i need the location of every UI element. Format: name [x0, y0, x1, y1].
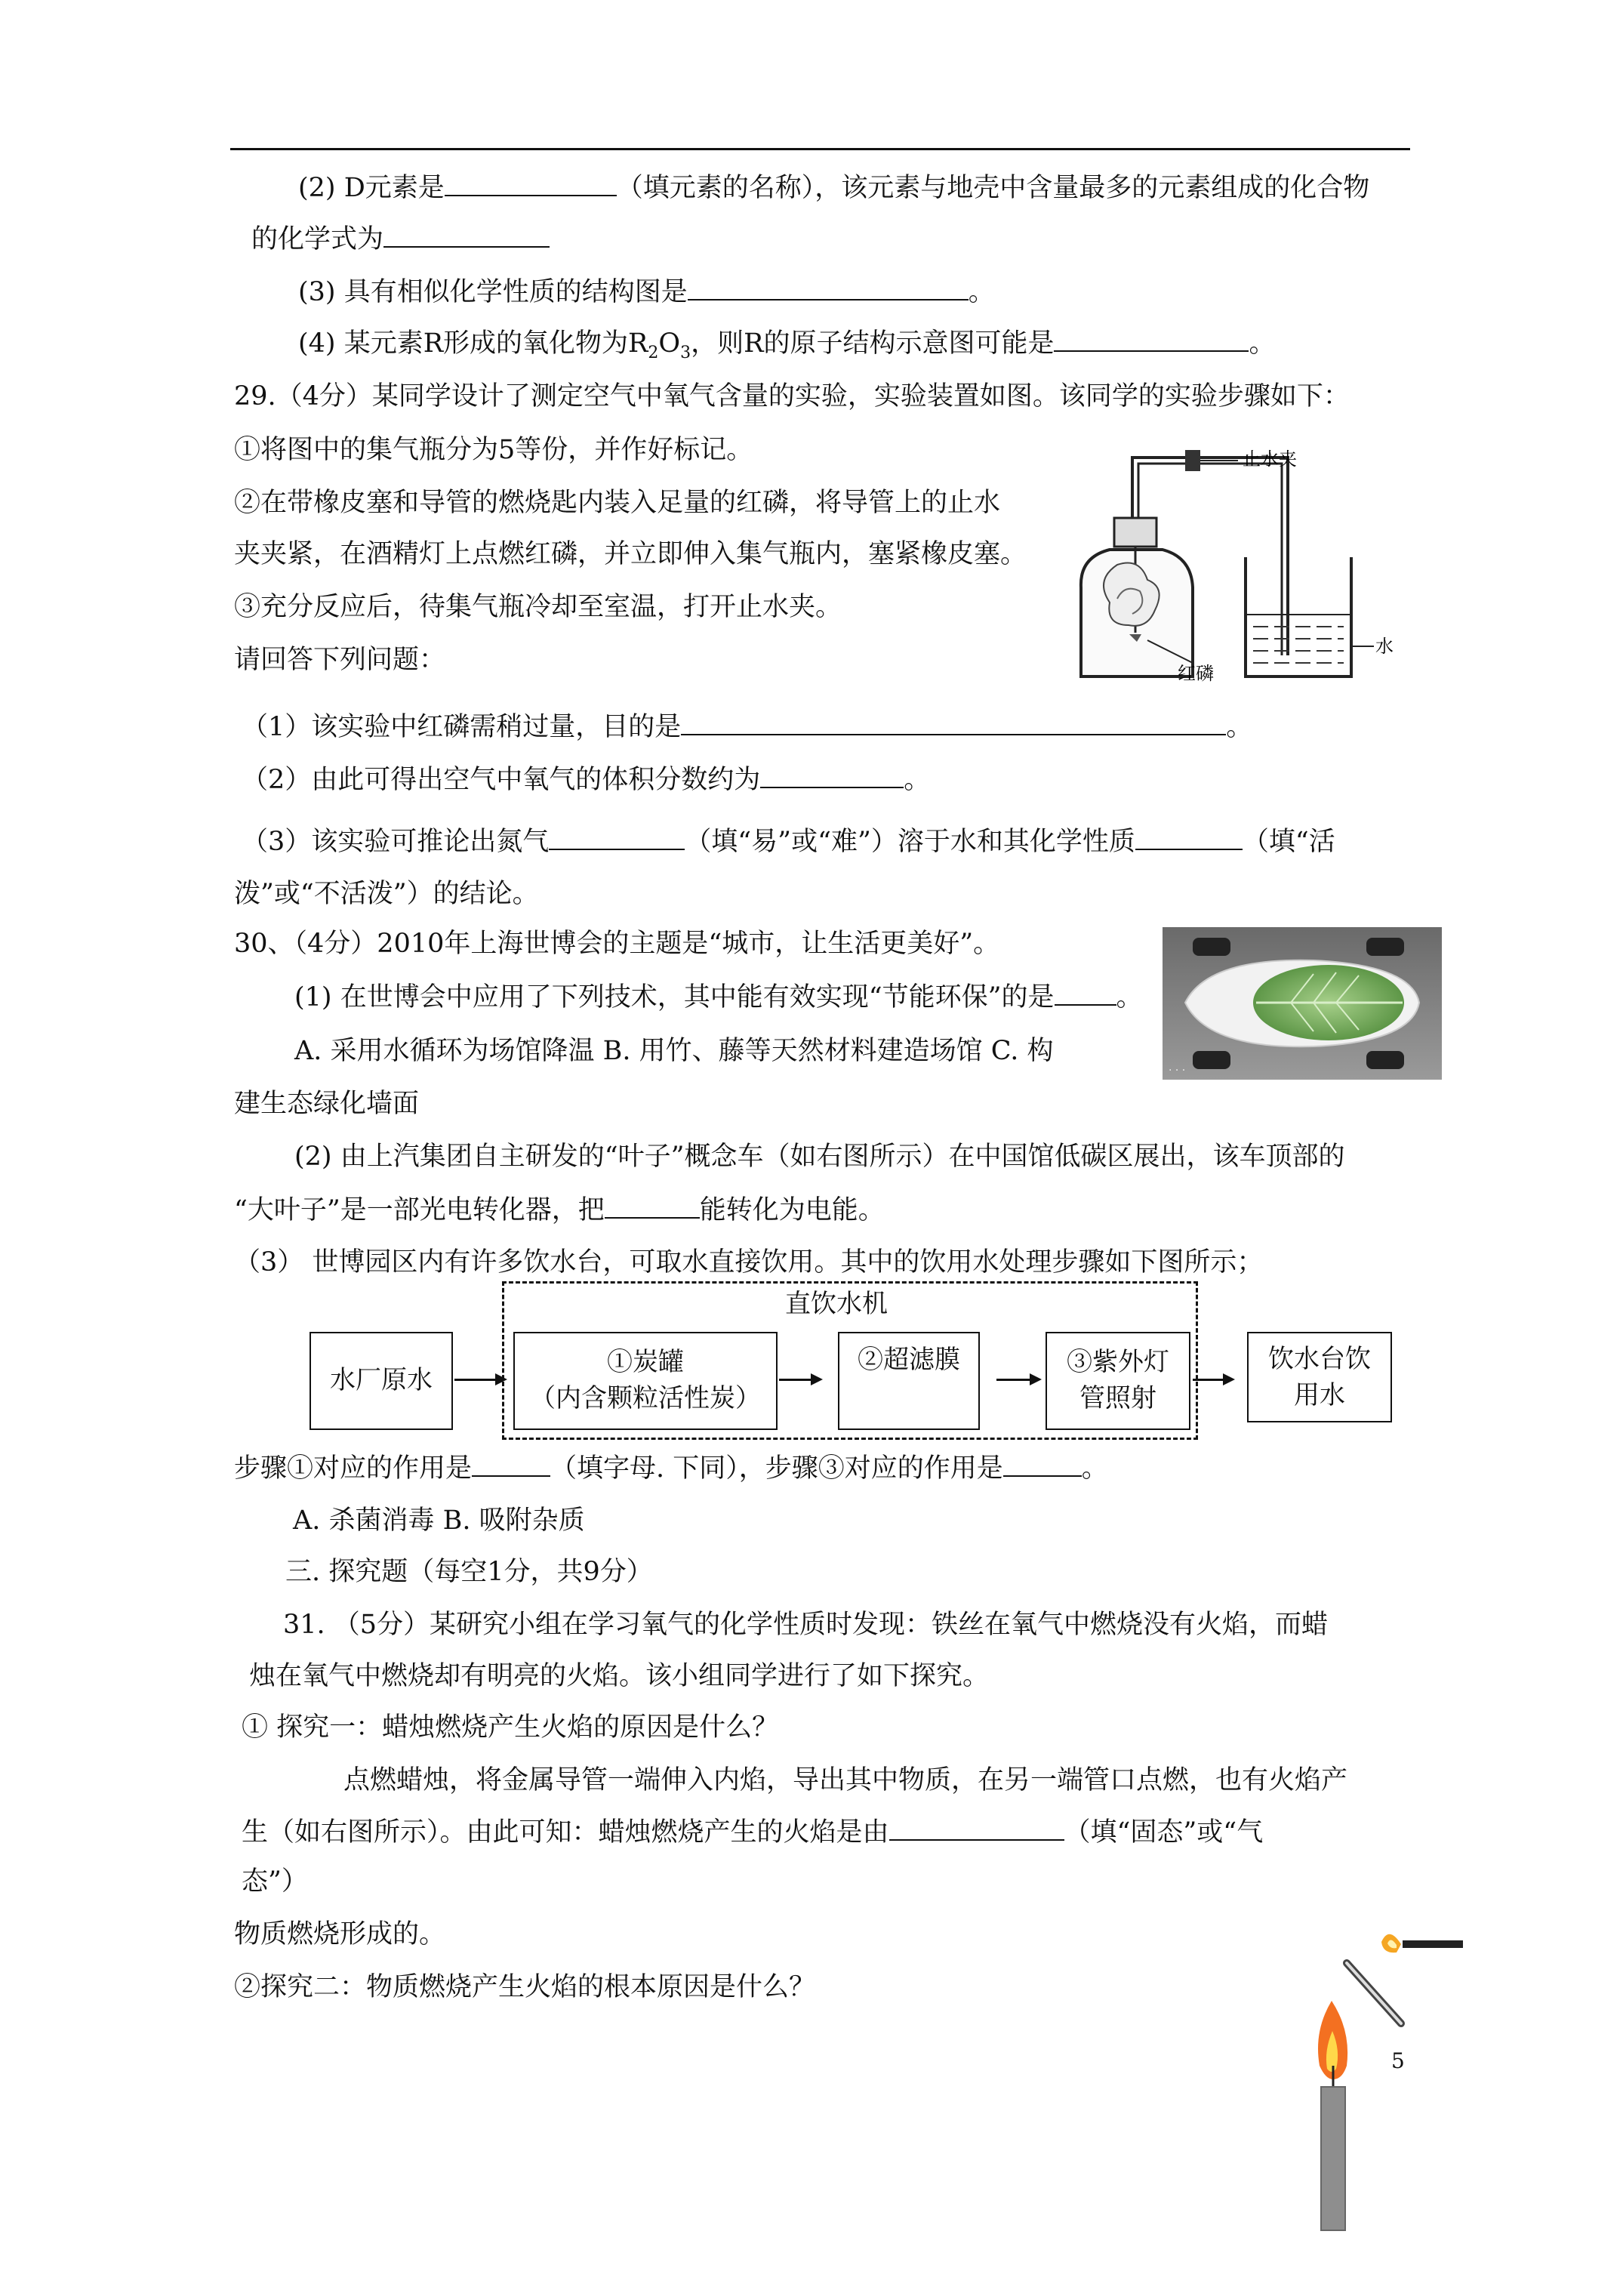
q30-intro: 30、（4分）2010年上海世博会的主题是“城市，让生活更美好”。 [234, 929, 1000, 959]
flow-box-label: ③紫外灯 [1067, 1347, 1169, 1377]
flow-box-label: 管照射 [1079, 1383, 1156, 1413]
answer-blank[interactable] [1054, 326, 1249, 352]
flow-box-label: ②超滤膜 [858, 1345, 960, 1375]
answer-blank[interactable] [1055, 980, 1116, 1006]
flow-group-label: 直饮水机 [785, 1289, 888, 1319]
q30-part2-text-b: 能转化为电能。 [699, 1195, 885, 1225]
answer-blank[interactable] [445, 171, 617, 196]
q29-a2-text: （2）由此可得出空气中氧气的体积分数约为 [242, 765, 761, 795]
q29-a1-text: （1）该实验中红磷需稍过量，目的是 [242, 712, 682, 742]
q29-step1: ①将图中的集气瓶分为5等份，并作好标记。 [234, 435, 753, 465]
q30-part1-end: 。 [1116, 982, 1143, 1012]
q28-part2-line1 [298, 171, 1369, 205]
answer-blank[interactable] [472, 1451, 550, 1477]
q29-answer2 [242, 763, 930, 797]
flow-box-label: 饮水台饮 [1268, 1344, 1371, 1374]
leaf-concept-car-image [1163, 927, 1442, 1080]
q28-part2-text: (2) D元素是 [298, 173, 445, 203]
q28-part2-line2 [251, 222, 550, 256]
q28-part4 [298, 326, 1276, 370]
figure-label-clamp: 止水夹 [1243, 448, 1297, 470]
page-number: 5 [1391, 2048, 1405, 2073]
q29-answer3-line1 [242, 824, 1335, 858]
answer-blank[interactable] [383, 222, 550, 248]
flow-arrow [1193, 1379, 1232, 1381]
flow-box-label: 水厂原水 [330, 1365, 433, 1395]
q30-options-line1: A. 采用水循环为场馆降温 B. 用竹、藤等天然材料建造场馆 C. 构 [294, 1036, 1054, 1066]
answer-blank[interactable] [681, 710, 1226, 735]
flow-box-label: ①炭罐 [607, 1347, 684, 1377]
q29-a1-end: 。 [1226, 712, 1253, 742]
q29-a2-end: 。 [904, 765, 931, 795]
q31-explore2: ②探究二：物质燃烧产生火焰的根本原因是什么？ [234, 1972, 816, 2002]
q28-part3 [298, 275, 995, 309]
q31-explore1: ① 探究一：蜡烛燃烧产生火焰的原因是什么？ [242, 1712, 779, 1743]
flow-arrow [454, 1379, 504, 1381]
flow-box-uv-lamp [1046, 1332, 1190, 1430]
q30-options2: A. 杀菌消毒 B. 吸附杂质 [293, 1505, 585, 1536]
answer-blank[interactable] [688, 275, 969, 300]
q30-part3: （3） 世博园区内有许多饮水台，可取水直接饮用。其中的饮用水处理步骤如下图所示； [234, 1247, 1264, 1277]
q28-part3-end: 。 [968, 277, 995, 307]
q29-step3: ③充分反应后，待集气瓶冷却至室温，打开止水夹。 [234, 592, 842, 622]
q30-steps-end: 。 [1081, 1453, 1108, 1484]
q30-part2-line1: (2) 由上汽集团自主研发的“叶子”概念车（如右图所示）在中国馆低碳区展出，该车顶部的 [294, 1142, 1345, 1172]
q31-explore1-para3: 态”） [242, 1866, 308, 1897]
candle-experiment-figure [1268, 1918, 1464, 2235]
q28-part4-text-b: ，则R的原子结构示意图可能是 [691, 328, 1055, 359]
q28-part2-text-c: 的化学式为 [251, 224, 384, 254]
q30-steps-text-b: （填字母. 下同），步骤③对应的作用是 [550, 1453, 1003, 1484]
flow-box-label: （内含颗粒活性炭） [530, 1383, 761, 1413]
header-rule [230, 148, 1410, 150]
q30-options-line2: 建生态绿化墙面 [234, 1089, 420, 1119]
q30-steps [234, 1451, 1108, 1485]
q30-part1 [294, 980, 1143, 1014]
q31-line2: 烛在氧气中燃烧却有明亮的火焰。该小组同学进行了如下探究。 [249, 1661, 990, 1691]
flow-box-raw-water [310, 1332, 453, 1430]
q29-answer3-line2: 泼”或“不活泼”）的结论。 [234, 879, 539, 909]
q29-step2-line1: ②在带橡皮塞和导管的燃烧匙内装入足量的红磷，将导管上的止水 [234, 488, 1001, 518]
beaker-icon [1246, 557, 1351, 676]
q28-part4-o: O [658, 328, 681, 359]
q31-explore1-para2 [242, 1815, 1263, 1849]
q31-explore1-para4: 物质燃烧形成的。 [234, 1919, 446, 1949]
candle-icon [1321, 2087, 1345, 2230]
q29-answer1 [242, 710, 1252, 744]
q31-explore1-text: 生（如右图所示）。由此可知：蜡烛燃烧产生的火焰是由 [242, 1817, 889, 1848]
answer-blank[interactable] [889, 1815, 1064, 1841]
q28-part2-text-b: （填元素的名称），该元素与地壳中含量最多的元素组成的化合物 [616, 173, 1370, 203]
q30-part1-text: (1) 在世博会中应用了下列技术，其中能有效实现“节能环保”的是 [294, 982, 1055, 1012]
flow-box-drinking-water [1247, 1332, 1392, 1422]
q30-steps-text: 步骤①对应的作用是 [234, 1453, 473, 1484]
q29-a3-text: （3）该实验可推论出氮气 [242, 827, 550, 857]
q31-explore1-text-b: （填“固态”或“气 [1064, 1817, 1264, 1848]
flow-box-ultrafilter [838, 1332, 980, 1430]
q30-part2-line2 [234, 1193, 885, 1227]
oxygen-apparatus-figure [1064, 436, 1397, 686]
figure-label-water: 水 [1375, 636, 1394, 657]
subscript: 2 [648, 344, 659, 362]
flow-box-label: 用水 [1294, 1380, 1345, 1410]
svg-text:· · ·: · · · [1169, 1065, 1186, 1077]
q28-part3-text: (3) 具有相似化学性质的结构图是 [298, 277, 688, 307]
subscript: 3 [680, 344, 691, 362]
answer-blank[interactable] [1135, 824, 1243, 850]
figure-label-phosphorus: 红磷 [1178, 663, 1214, 684]
flow-arrow [996, 1379, 1039, 1381]
answer-blank[interactable] [605, 1193, 700, 1219]
q28-part4-end: 。 [1249, 328, 1276, 359]
q31-line1: 31. （5分）某研究小组在学习氧气的化学性质时发现：铁丝在氧气中燃烧没有火焰，而蜡 [283, 1610, 1329, 1640]
q29-a3-text-c: （填“活 [1242, 827, 1335, 857]
q29-ask: 请回答下列问题： [234, 645, 446, 675]
q30-part2-text: “大叶子”是一部光电转化器，把 [234, 1195, 605, 1225]
q29-intro: 29.（4分）某同学设计了测定空气中氧气含量的实验，实验装置如图。该同学的实验步骤如下： [234, 381, 1350, 411]
q29-a3-text-b: （填“易”或“难”）溶于水和其化学性质 [685, 827, 1135, 857]
q31-explore1-para1: 点燃蜡烛，将金属导管一端伸入内焰，导出其中物质，在另一端管口点燃，也有火焰产 [343, 1765, 1348, 1795]
flow-box-carbon-tank [513, 1332, 778, 1430]
answer-blank[interactable] [549, 824, 685, 850]
q29-step2-line2: 夹夹紧，在酒精灯上点燃红磷，并立即伸入集气瓶内，塞紧橡皮塞。 [234, 539, 1027, 569]
flow-arrow [779, 1379, 820, 1381]
clamp-icon [1185, 450, 1200, 471]
answer-blank[interactable] [760, 763, 904, 788]
match-icon [1403, 1940, 1463, 1948]
q28-part4-text: (4) 某元素R形成的氧化物为R [298, 328, 648, 359]
answer-blank[interactable] [1003, 1451, 1082, 1477]
section-title: 三. 探究题（每空1分，共9分） [285, 1557, 653, 1587]
